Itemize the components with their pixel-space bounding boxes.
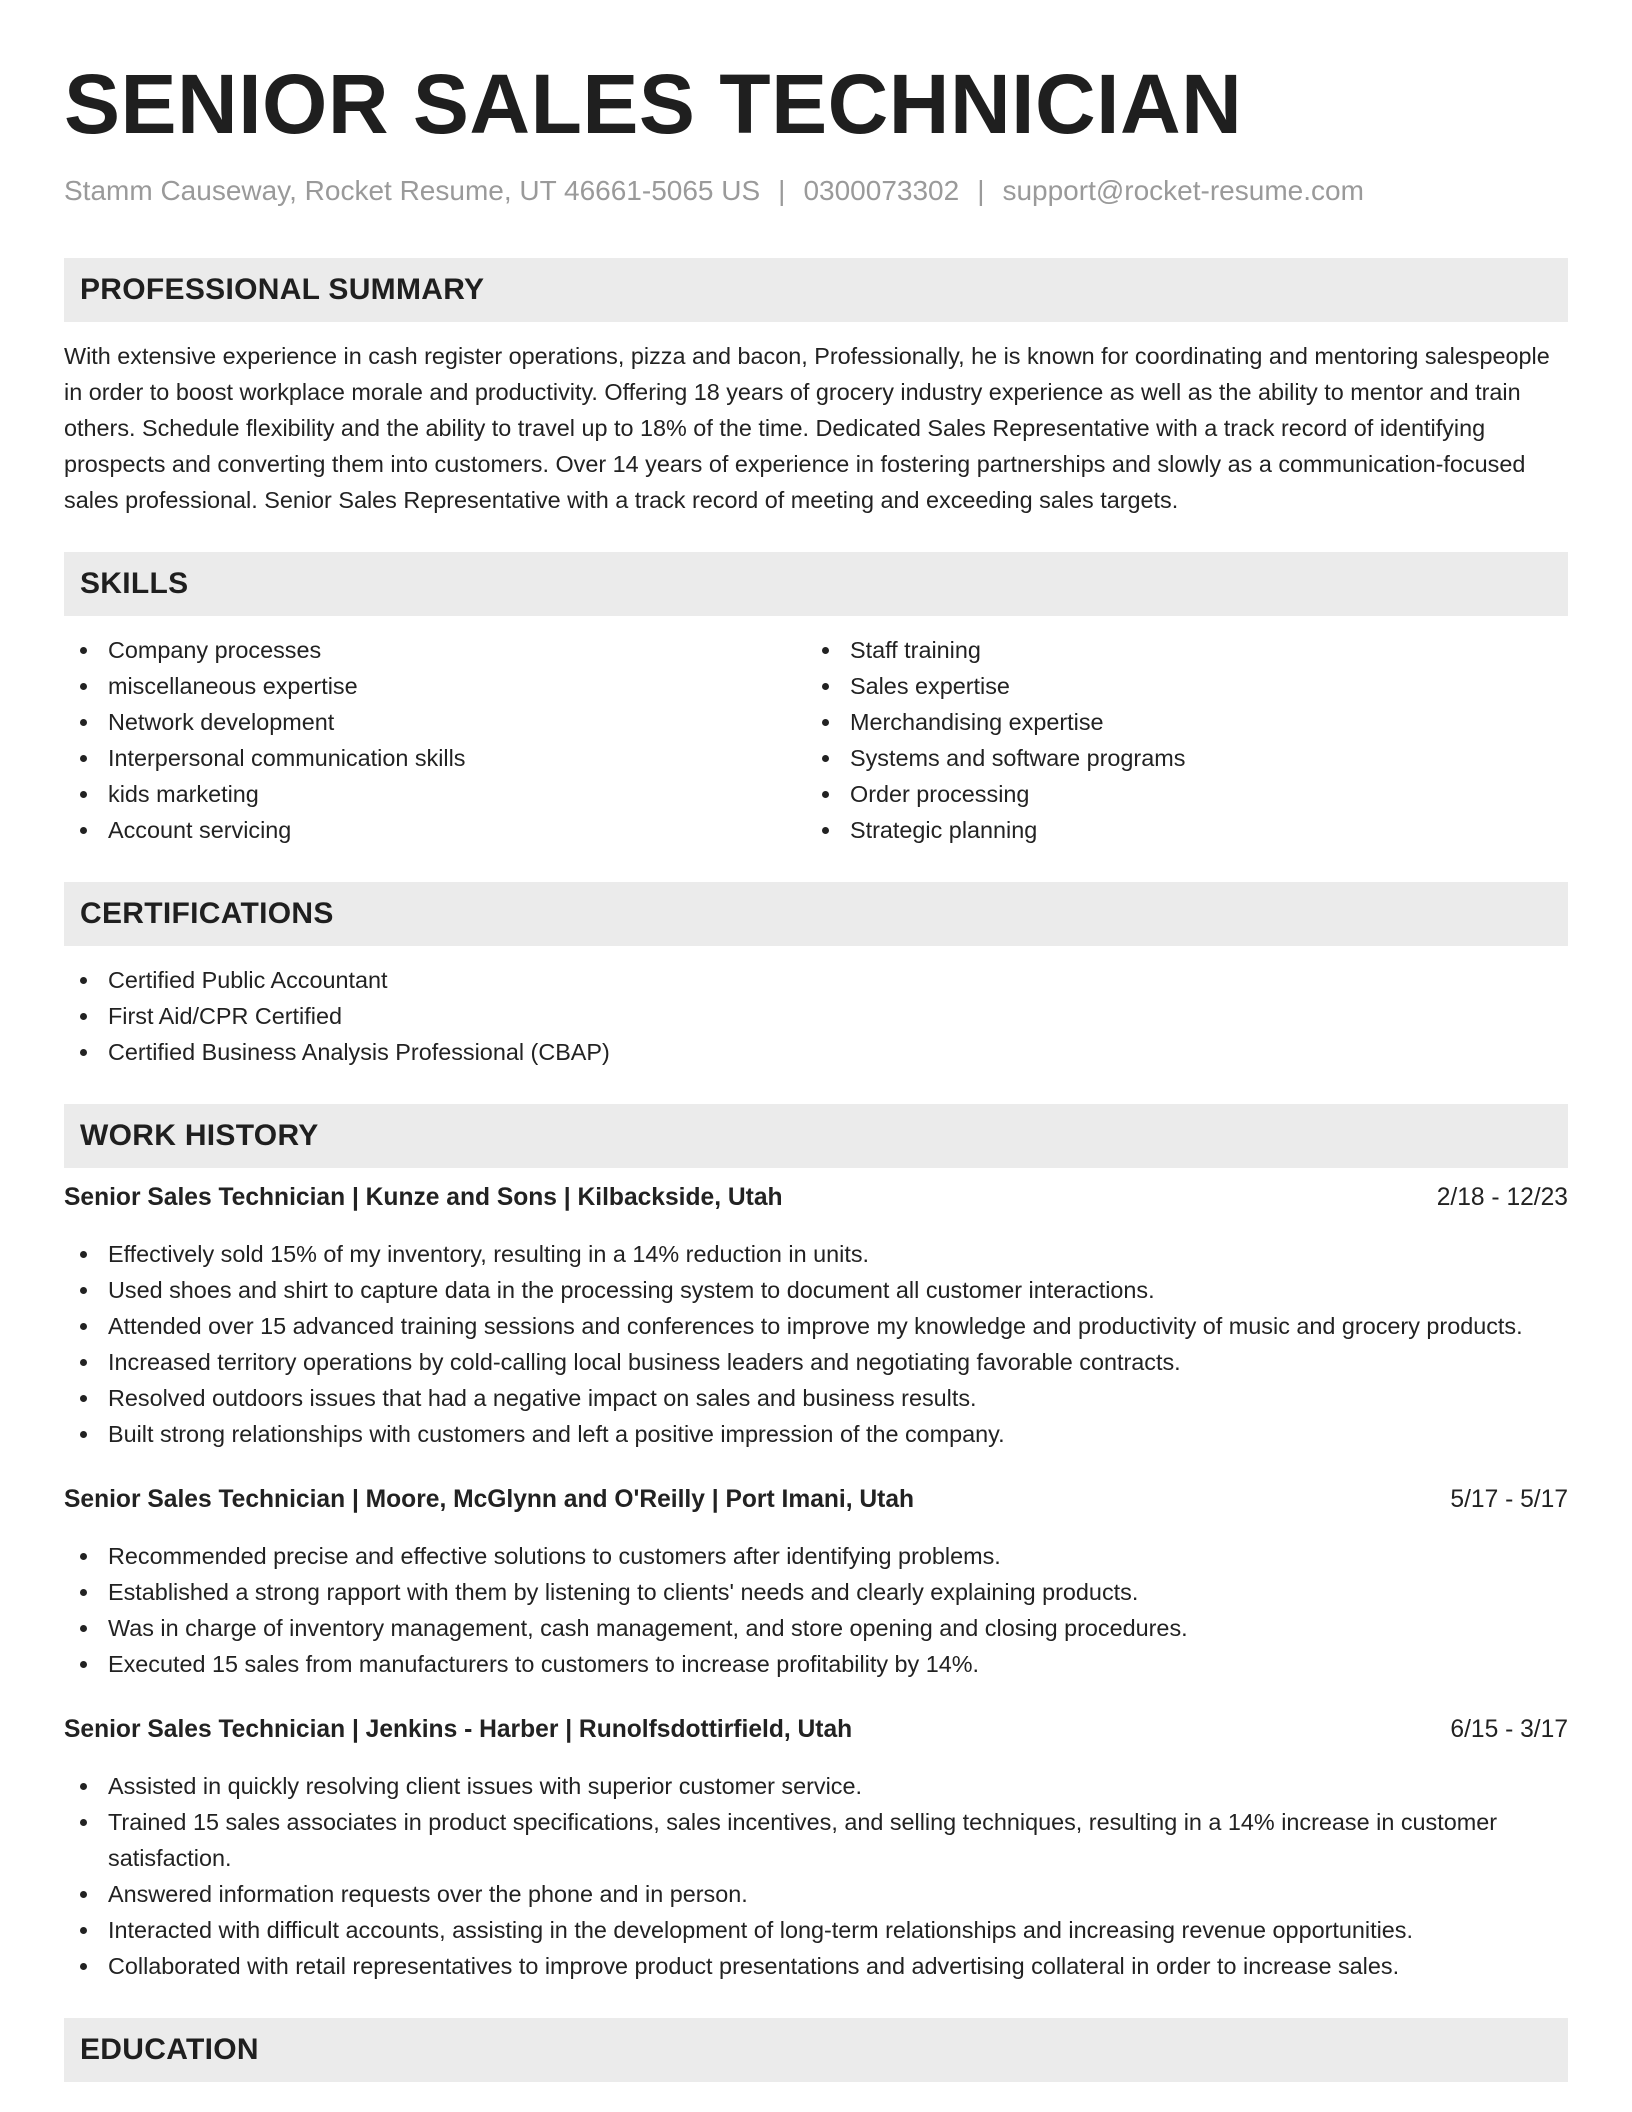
job-bullets — [64, 1538, 1568, 1682]
certifications-list — [64, 962, 1568, 1070]
contact-separator: | — [977, 175, 985, 206]
skill-item: Strategic planning — [806, 812, 1548, 848]
job-bullet: Built strong relationships with customers and left a positive impression of the company. — [64, 1416, 1568, 1452]
job-bullets — [64, 1236, 1568, 1452]
skill-item: Interpersonal communication skills — [64, 740, 806, 776]
skill-item: Merchandising expertise — [806, 704, 1548, 740]
job-entry — [64, 1486, 1568, 1682]
section-header-education — [64, 2018, 1568, 2082]
section-header-work-history — [64, 1104, 1568, 1168]
certification-item: First Aid/CPR Certified — [64, 998, 1568, 1034]
certification-item: Certified Public Accountant — [64, 962, 1568, 998]
job-bullet: Resolved outdoors issues that had a negative impact on sales and business results. — [64, 1380, 1568, 1416]
skill-item: miscellaneous expertise — [64, 668, 806, 704]
job-bullet: Executed 15 sales from manufacturers to customers to increase profitability by 14%. — [64, 1646, 1568, 1682]
job-title: Senior Sales Technician | Moore, McGlynn and O'Reilly | Port Imani, Utah — [64, 1486, 915, 1513]
section-title-work-history: WORK HISTORY — [80, 1119, 319, 1152]
job-bullet: Attended over 15 advanced training sessions and conferences to improve my knowledge and productivity of music and grocery products. — [64, 1308, 1568, 1344]
skill-item: Sales expertise — [806, 668, 1548, 704]
section-title-education: EDUCATION — [80, 2033, 259, 2066]
job-bullet: Effectively sold 15% of my inventory, resulting in a 14% reduction in units. — [64, 1236, 1568, 1272]
contact-email: support@rocket-resume.com — [1002, 175, 1364, 206]
section-title-skills: SKILLS — [80, 567, 189, 600]
contact-address: Stamm Causeway, Rocket Resume, UT 46661-5065 US — [64, 175, 761, 206]
skills-columns — [64, 632, 1568, 848]
skill-item: Account servicing — [64, 812, 806, 848]
certification-item: Certified Business Analysis Professional (CBAP) — [64, 1034, 1568, 1070]
skill-item: kids marketing — [64, 776, 806, 812]
job-header — [64, 1184, 1568, 1220]
job-bullet: Interacted with difficult accounts, assisting in the development of long-term relationships and increasing revenue opportunities. — [64, 1912, 1568, 1948]
resume-name: SENIOR SALES TECHNICIAN — [64, 57, 1243, 151]
job-bullet: Collaborated with retail representatives to improve product presentations and advertising collateral in order to increase sales. — [64, 1948, 1568, 1984]
contact-phone: 0300073302 — [803, 175, 960, 206]
job-dates: 2/18 - 12/23 — [1436, 1184, 1568, 1211]
job-title: Senior Sales Technician | Jenkins - Harber | Runolfsdottirfield, Utah — [64, 1716, 853, 1743]
job-bullet: Established a strong rapport with them by listening to clients' needs and clearly explaining products. — [64, 1574, 1568, 1610]
job-bullet: Assisted in quickly resolving client issues with superior customer service. — [64, 1768, 1568, 1804]
job-bullet: Answered information requests over the phone and in person. — [64, 1876, 1568, 1912]
contact-separator: | — [778, 175, 786, 206]
job-bullets — [64, 1768, 1568, 1984]
skill-item: Order processing — [806, 776, 1548, 812]
job-title: Senior Sales Technician | Kunze and Sons | Kilbackside, Utah — [64, 1184, 783, 1211]
skill-item: Systems and software programs — [806, 740, 1548, 776]
job-header — [64, 1716, 1568, 1752]
job-bullet: Increased territory operations by cold-calling local business leaders and negotiating favorable contracts. — [64, 1344, 1568, 1380]
job-dates: 5/17 - 5/17 — [1450, 1486, 1568, 1513]
skill-item: Staff training — [806, 632, 1548, 668]
section-title-summary: PROFESSIONAL SUMMARY — [80, 273, 485, 306]
job-bullet: Was in charge of inventory management, cash management, and store opening and closing procedures. — [64, 1610, 1568, 1646]
job-dates: 6/15 - 3/17 — [1450, 1716, 1568, 1743]
job-bullet: Recommended precise and effective solutions to customers after identifying problems. — [64, 1538, 1568, 1574]
job-entry — [64, 1184, 1568, 1452]
job-bullet: Used shoes and shirt to capture data in the processing system to document all customer interactions. — [64, 1272, 1568, 1308]
section-header-summary — [64, 258, 1568, 322]
section-header-certifications — [64, 882, 1568, 946]
contact-line — [64, 174, 1568, 208]
skills-list-left — [64, 632, 806, 848]
job-entry — [64, 1716, 1568, 1984]
summary-text: With extensive experience in cash register operations, pizza and bacon, Professionally, he is known for coordinating and mentoring salespeople in order to boost workplace morale and productivity. Offering 18 years of grocery industry experience as well as the ability to mentor and train others. Schedule flexibility and the ability to travel up to 18% of the time. Dedicated Sales Representative with a track record of identifying prospects and converting them into customers. Over 14 years of experience in fostering partnerships and slowly as a communication-focused sales professional. Senior Sales Representative with a track record of meeting and exceeding sales targets. — [64, 343, 1550, 513]
skill-item: Company processes — [64, 632, 806, 668]
job-bullet: Trained 15 sales associates in product specifications, sales incentives, and selling techniques, resulting in a 14% increase in customer satisfaction. — [64, 1804, 1568, 1876]
skill-item: Network development — [64, 704, 806, 740]
skills-list-right — [806, 632, 1548, 848]
section-header-skills — [64, 552, 1568, 616]
job-header — [64, 1486, 1568, 1522]
section-title-certifications: CERTIFICATIONS — [80, 897, 334, 930]
